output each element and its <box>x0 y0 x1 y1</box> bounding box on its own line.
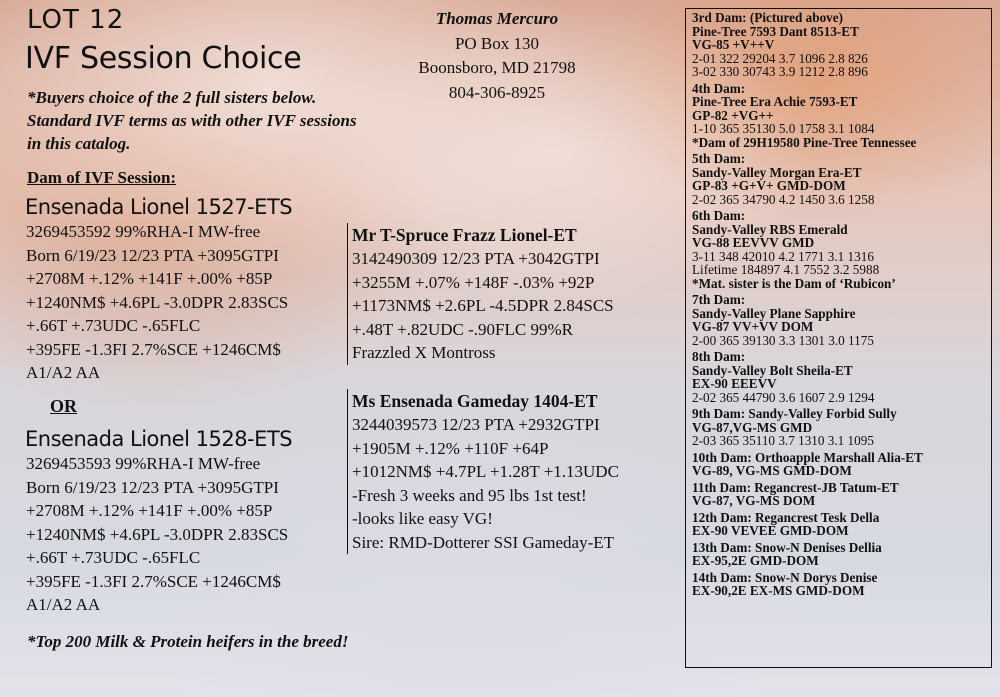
pedigree-heading-line: EX-90 VEVEE GMD-DOM <box>692 523 849 538</box>
lot-number: LOT 12 <box>27 5 125 35</box>
pedigree-record-line: 3-02 330 30743 3.9 1212 2.8 896 <box>692 64 868 79</box>
cow-line: +2708M +.12% +141F +.00% +85P <box>26 501 273 520</box>
pedigree-entry <box>692 82 985 150</box>
sire-line: +1173NM$ +2.6PL -4.5DPR 2.84SCS <box>352 296 614 315</box>
pedigree-record-line: 2-01 322 29204 3.7 1096 2.8 826 <box>692 50 868 66</box>
contact-block <box>387 7 607 105</box>
pedigree-record-line: 2-00 365 39130 3.3 1301 3.0 1175 <box>692 332 874 348</box>
pedigree-heading-line: 13th Dam: Snow-N Denises Dellia <box>692 539 882 555</box>
pedigree-record-line: 2-02 365 34790 4.2 1450 3.6 1258 <box>692 191 875 207</box>
pedigree-heading-line: Pine-Tree 7593 Dant 8513-ET <box>692 23 859 39</box>
contact-address-line: PO Box 130 <box>454 33 540 53</box>
pedigree-heading-line: EX-95,2E GMD-DOM <box>692 553 819 568</box>
pedigree-heading-line: GP-83 +G+V+ GMD-DOM <box>692 178 846 193</box>
pedigree-heading-line: VG-87,VG-MS GMD <box>692 419 813 435</box>
pedigree-heading-line: Sandy-Valley Morgan Era-ET <box>692 164 862 180</box>
pedigree-record-line: 1-10 365 35130 5.0 1758 3.1 1084 <box>692 121 875 136</box>
pedigree-heading-line: *Dam of 29H19580 Pine-Tree Tennessee <box>692 134 917 150</box>
pedigree-box <box>685 8 992 668</box>
pedigree-heading-line: 10th Dam: Orthoapple Marshall Alia-ET <box>692 449 923 465</box>
pedigree-heading-line: Sandy-Valley Plane Sapphire <box>692 305 856 321</box>
pedigree-record-line: 2-03 365 35110 3.7 1310 3.1 1095 <box>692 433 874 448</box>
cow-entry-1527 <box>25 194 292 385</box>
footer-note: *Top 200 Milk & Protein heifers in the breed! <box>27 632 349 651</box>
dam-heading: Dam of IVF Session: <box>27 168 177 187</box>
sire-line: 3142490309 12/23 PTA +3042GTPI <box>352 249 600 268</box>
sire-name: Mr T-Spruce Frazz Lionel-ET <box>352 225 577 245</box>
pedigree-heading-line: 11th Dam: Regancrest-JB Tatum-ET <box>692 479 899 495</box>
pedigree-heading-line: *Mat. sister is the Dam of ‘Rubicon’ <box>692 275 896 291</box>
pedigree-heading-line: VG-89, VG-MS GMD-DOM <box>692 463 852 478</box>
pedigree-record-line: 2-02 365 44790 3.6 1607 2.9 1294 <box>692 389 875 405</box>
pedigree-entry <box>692 571 985 598</box>
pedigree-entry <box>692 11 985 79</box>
pedigree-heading-line: VG-85 +V++V <box>692 37 775 52</box>
sire-line: Frazzled X Montross <box>352 343 496 362</box>
sire-line: +.48T +.82UDC -.90FLC 99%R <box>352 319 573 339</box>
cow-name: Ensenada Lionel 1527-ETS <box>25 195 293 219</box>
pedigree-heading-line: Pine-Tree Era Achie 7593-ET <box>692 94 858 109</box>
pedigree-record-line: 3-11 348 42010 4.2 1771 3.1 1316 <box>692 248 874 264</box>
cow-entry-1528 <box>25 426 292 617</box>
pedigree-entry <box>692 350 985 404</box>
pedigree-entry <box>692 293 985 347</box>
granddam-line: Sire: RMD-Dotterer SSI Gameday-ET <box>352 532 615 552</box>
pedigree-heading-line: 4th Dam: <box>692 80 746 96</box>
contact-phone: 804-306-8925 <box>448 82 546 102</box>
cow-line: +.66T +.73UDC -.65FLC <box>26 316 201 335</box>
granddam-line: +1905M +.12% +110F +64P <box>352 438 549 458</box>
pedigree-entry <box>692 209 985 290</box>
pedigree-heading-line: EX-90,2E EX-MS GMD-DOM <box>692 583 865 598</box>
pedigree-heading-line: 9th Dam: Sandy-Valley Forbid Sully <box>692 406 897 421</box>
contact-address-line: Boonsboro, MD 21798 <box>418 58 576 77</box>
cow-line: +.66T +.73UDC -.65FLC <box>26 548 201 567</box>
pedigree-entry <box>692 152 985 206</box>
sire-block <box>347 223 614 365</box>
cow-line: Born 6/19/23 12/23 PTA +3095GTPI <box>26 245 279 265</box>
pedigree-heading-line: Sandy-Valley RBS Emerald <box>692 221 848 237</box>
contact-name: Thomas Mercuro <box>435 9 559 28</box>
granddam-line: +1012NM$ +4.7PL +1.28T +1.13UDC <box>352 462 619 481</box>
pedigree-entry <box>692 511 985 538</box>
pedigree-heading-line: 8th Dam: <box>692 349 746 364</box>
pedigree-heading-line: 6th Dam: <box>692 208 746 223</box>
cow-name: Ensenada Lionel 1528-ETS <box>25 427 293 451</box>
pedigree-heading-line: 5th Dam: <box>692 151 746 166</box>
sire-line: +3255M +.07% +148F -.03% +92P <box>352 272 595 292</box>
cow-line: +1240NM$ +4.6PL -3.0DPR 2.83SCS <box>26 292 289 312</box>
intro-note: *Buyers choice of the 2 full sisters below. Standard IVF terms as with other IVF sessions in this catalog. <box>27 88 357 153</box>
cow-line: +2708M +.12% +141F +.00% +85P <box>26 269 273 288</box>
cow-line: 3269453593 99%RHA-I MW-free <box>26 454 261 473</box>
pedigree-record-line: Lifetime 184897 4.1 7552 3.2 5988 <box>692 262 880 277</box>
pedigree-entry <box>692 451 985 478</box>
pedigree-heading-line: VG-87 VV+VV DOM <box>692 319 814 334</box>
pedigree-heading-line: GP-82 +VG++ <box>692 107 774 123</box>
cow-line: 3269453592 99%RHA-I MW-free <box>26 222 261 241</box>
granddam-line: -looks like easy VG! <box>352 509 493 528</box>
cow-line: A1/A2 AA <box>26 363 101 382</box>
pedigree-heading-line: 14th Dam: Snow-N Dorys Denise <box>692 569 878 585</box>
pedigree-heading-line: EX-90 EEEVV <box>692 376 777 391</box>
granddam-name: Ms Ensenada Gameday 1404-ET <box>352 391 598 411</box>
cow-line: +395FE -1.3FI 2.7%SCE +1246CM$ <box>26 571 281 591</box>
pedigree-heading-line: Sandy-Valley Bolt Sheila-ET <box>692 362 853 378</box>
pedigree-heading-line: 12th Dam: Regancrest Tesk Della <box>692 509 880 525</box>
pedigree-heading-line: VG-88 EEVVV GMD <box>692 235 815 250</box>
cow-line: +395FE -1.3FI 2.7%SCE +1246CM$ <box>26 339 281 359</box>
pedigree-entry <box>692 407 985 448</box>
pedigree-entry <box>692 541 985 568</box>
granddam-line: -Fresh 3 weeks and 95 lbs 1st test! <box>352 485 587 505</box>
pedigree-heading-line: VG-87, VG-MS DOM <box>692 493 816 508</box>
cow-line: Born 6/19/23 12/23 PTA +3095GTPI <box>26 477 279 497</box>
or-label: OR <box>50 396 77 416</box>
granddam-line: 3244039573 12/23 PTA +2932GTPI <box>352 415 600 434</box>
pedigree-heading-line: 3rd Dam: (Pictured above) <box>692 10 844 25</box>
cow-line: A1/A2 AA <box>26 595 101 614</box>
page-title: IVF Session Choice <box>25 41 302 76</box>
pedigree-heading-line: 7th Dam: <box>692 292 746 307</box>
cow-line: +1240NM$ +4.6PL -3.0DPR 2.83SCS <box>26 524 289 544</box>
pedigree-entry <box>692 481 985 508</box>
granddam-block <box>347 389 619 554</box>
